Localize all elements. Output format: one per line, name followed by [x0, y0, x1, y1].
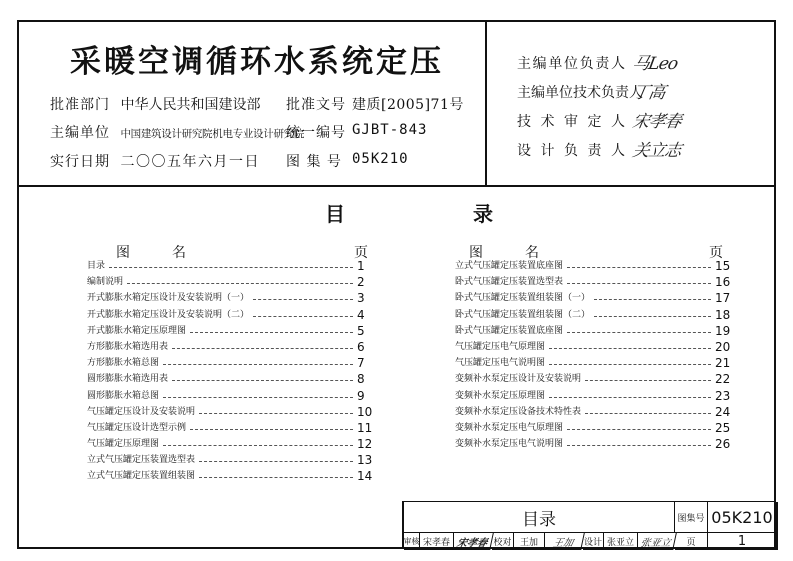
- responsible-label: 技术审定人: [517, 114, 625, 130]
- check-label: 校对: [492, 533, 514, 550]
- toc-item[interactable]: 目录 1: [87, 259, 365, 273]
- toc-item[interactable]: 气压罐定压设计选型示例 11: [87, 420, 373, 435]
- meta-value: 中华人民共和国建设部: [120, 97, 261, 113]
- toc-item[interactable]: 变频补水泵定压电气原理图 25: [455, 420, 731, 435]
- responsible-row: [517, 82, 667, 103]
- meta-value: 二〇〇五年六月一日: [120, 154, 260, 170]
- toc-item[interactable]: 变频补水泵定压原理图 23: [455, 388, 731, 403]
- meta-row-editor: [50, 122, 428, 142]
- meta-row-date: [50, 151, 409, 171]
- meta-label: 批准部门: [50, 97, 110, 113]
- responsible-row: [517, 111, 683, 132]
- review-label: 审核: [404, 533, 420, 550]
- meta-label: 图 集 号: [286, 154, 342, 170]
- responsible-label: 主编单位负责人: [517, 56, 625, 72]
- meta-label: 统一编号: [286, 125, 346, 141]
- checker-signature: 王加: [543, 533, 585, 550]
- responsible-row: [517, 53, 679, 74]
- page-label: 页: [675, 533, 708, 550]
- toc-item[interactable]: 气压罐定压原理图 12: [87, 437, 373, 452]
- signature: 马Leo: [630, 54, 679, 74]
- meta-row-approval: [50, 94, 464, 114]
- toc-item[interactable]: 卧式气压罐定压装置组装图（二） 18: [455, 307, 731, 322]
- toc-item[interactable]: 卧式气压罐定压装置选型表 16: [455, 275, 731, 290]
- toc-item[interactable]: 编制说明 2: [87, 275, 365, 290]
- atlas-no-label: 图集号: [675, 502, 708, 533]
- checker-name: 王加: [514, 533, 545, 550]
- designer-signature: 张亚立: [636, 533, 677, 550]
- toc-title-right: 录: [473, 202, 493, 226]
- drawing-title: 目录: [404, 502, 675, 533]
- toc-item[interactable]: 方形膨胀水箱选用表 6: [87, 339, 365, 354]
- toc-item[interactable]: 变频补水泵定压电气说明图 26: [455, 437, 731, 452]
- reviewer-name: 宋孝春: [420, 533, 454, 550]
- meta-value: 建质[2005]71号: [352, 97, 464, 113]
- title-block: [402, 501, 776, 549]
- meta-label: 实行日期: [50, 154, 110, 170]
- toc-list-left: [87, 260, 375, 483]
- design-label: 设计: [583, 533, 604, 550]
- signature: 丁高: [630, 83, 667, 103]
- meta-value: 中国建筑设计研究院机电专业设计研究院: [120, 128, 305, 140]
- responsible-label: 设计负责人: [517, 143, 625, 159]
- toc-item[interactable]: 变频补水泵定压设备技术特性表 24: [455, 404, 731, 419]
- header-divider: [17, 185, 776, 187]
- toc-list-right: [455, 260, 733, 451]
- toc-col-header-name: 图 名: [469, 245, 539, 261]
- toc-title-left: 目: [325, 202, 345, 226]
- atlas-no: 05K210: [708, 502, 778, 533]
- toc-item[interactable]: 卧式气压罐定压装置组装图（一） 17: [455, 291, 731, 306]
- signature: 宋孝春: [630, 112, 683, 132]
- header-vertical-divider: [485, 20, 487, 186]
- toc-item[interactable]: 立式气压罐定压装置选型表 13: [87, 453, 373, 468]
- meta-value: 05K210: [352, 151, 409, 167]
- toc-col-header-name: 图 名: [116, 245, 186, 261]
- toc-item[interactable]: 气压罐定压电气原理图 20: [455, 339, 731, 354]
- page-number: 1: [708, 533, 778, 550]
- toc-item[interactable]: 气压罐定压设计及安装说明 10: [87, 404, 373, 419]
- toc-item[interactable]: 变频补水泵定压设计及安装说明 22: [455, 372, 731, 387]
- toc-item[interactable]: 开式膨胀水箱定压设计及安装说明（二） 4: [87, 307, 365, 322]
- toc-item[interactable]: 卧式气压罐定压装置底座图 19: [455, 323, 731, 338]
- meta-value: GJBT-843: [352, 122, 428, 138]
- toc-item[interactable]: 方形膨胀水箱总图 7: [87, 356, 365, 371]
- responsible-label: 主编单位技术负责人: [517, 85, 643, 101]
- toc-item[interactable]: 圆形膨胀水箱选用表 8: [87, 372, 365, 387]
- meta-label: 批准文号: [286, 97, 346, 113]
- toc-col-header-page: 页: [354, 245, 368, 261]
- responsible-row: [517, 140, 683, 161]
- toc-item[interactable]: 气压罐定压电气说明图 21: [455, 356, 731, 371]
- toc-item[interactable]: 开式膨胀水箱定压原理图 5: [87, 323, 365, 338]
- designer-name: 张亚立: [604, 533, 638, 550]
- atlas-title: 采暖空调循环水系统定压: [70, 44, 444, 80]
- signature: 关立志: [630, 141, 683, 161]
- toc-item[interactable]: 圆形膨胀水箱总图 9: [87, 388, 365, 403]
- toc-col-header-page: 页: [709, 245, 723, 261]
- toc-item[interactable]: 立式气压罐定压装置底座图 15: [455, 259, 731, 273]
- reviewer-signature: 宋孝春: [452, 533, 494, 550]
- meta-label: 主编单位: [50, 125, 110, 141]
- toc-item[interactable]: 开式膨胀水箱定压设计及安装说明（一） 3: [87, 291, 365, 306]
- toc-item[interactable]: 立式气压罐定压装置组装图 14: [87, 469, 373, 484]
